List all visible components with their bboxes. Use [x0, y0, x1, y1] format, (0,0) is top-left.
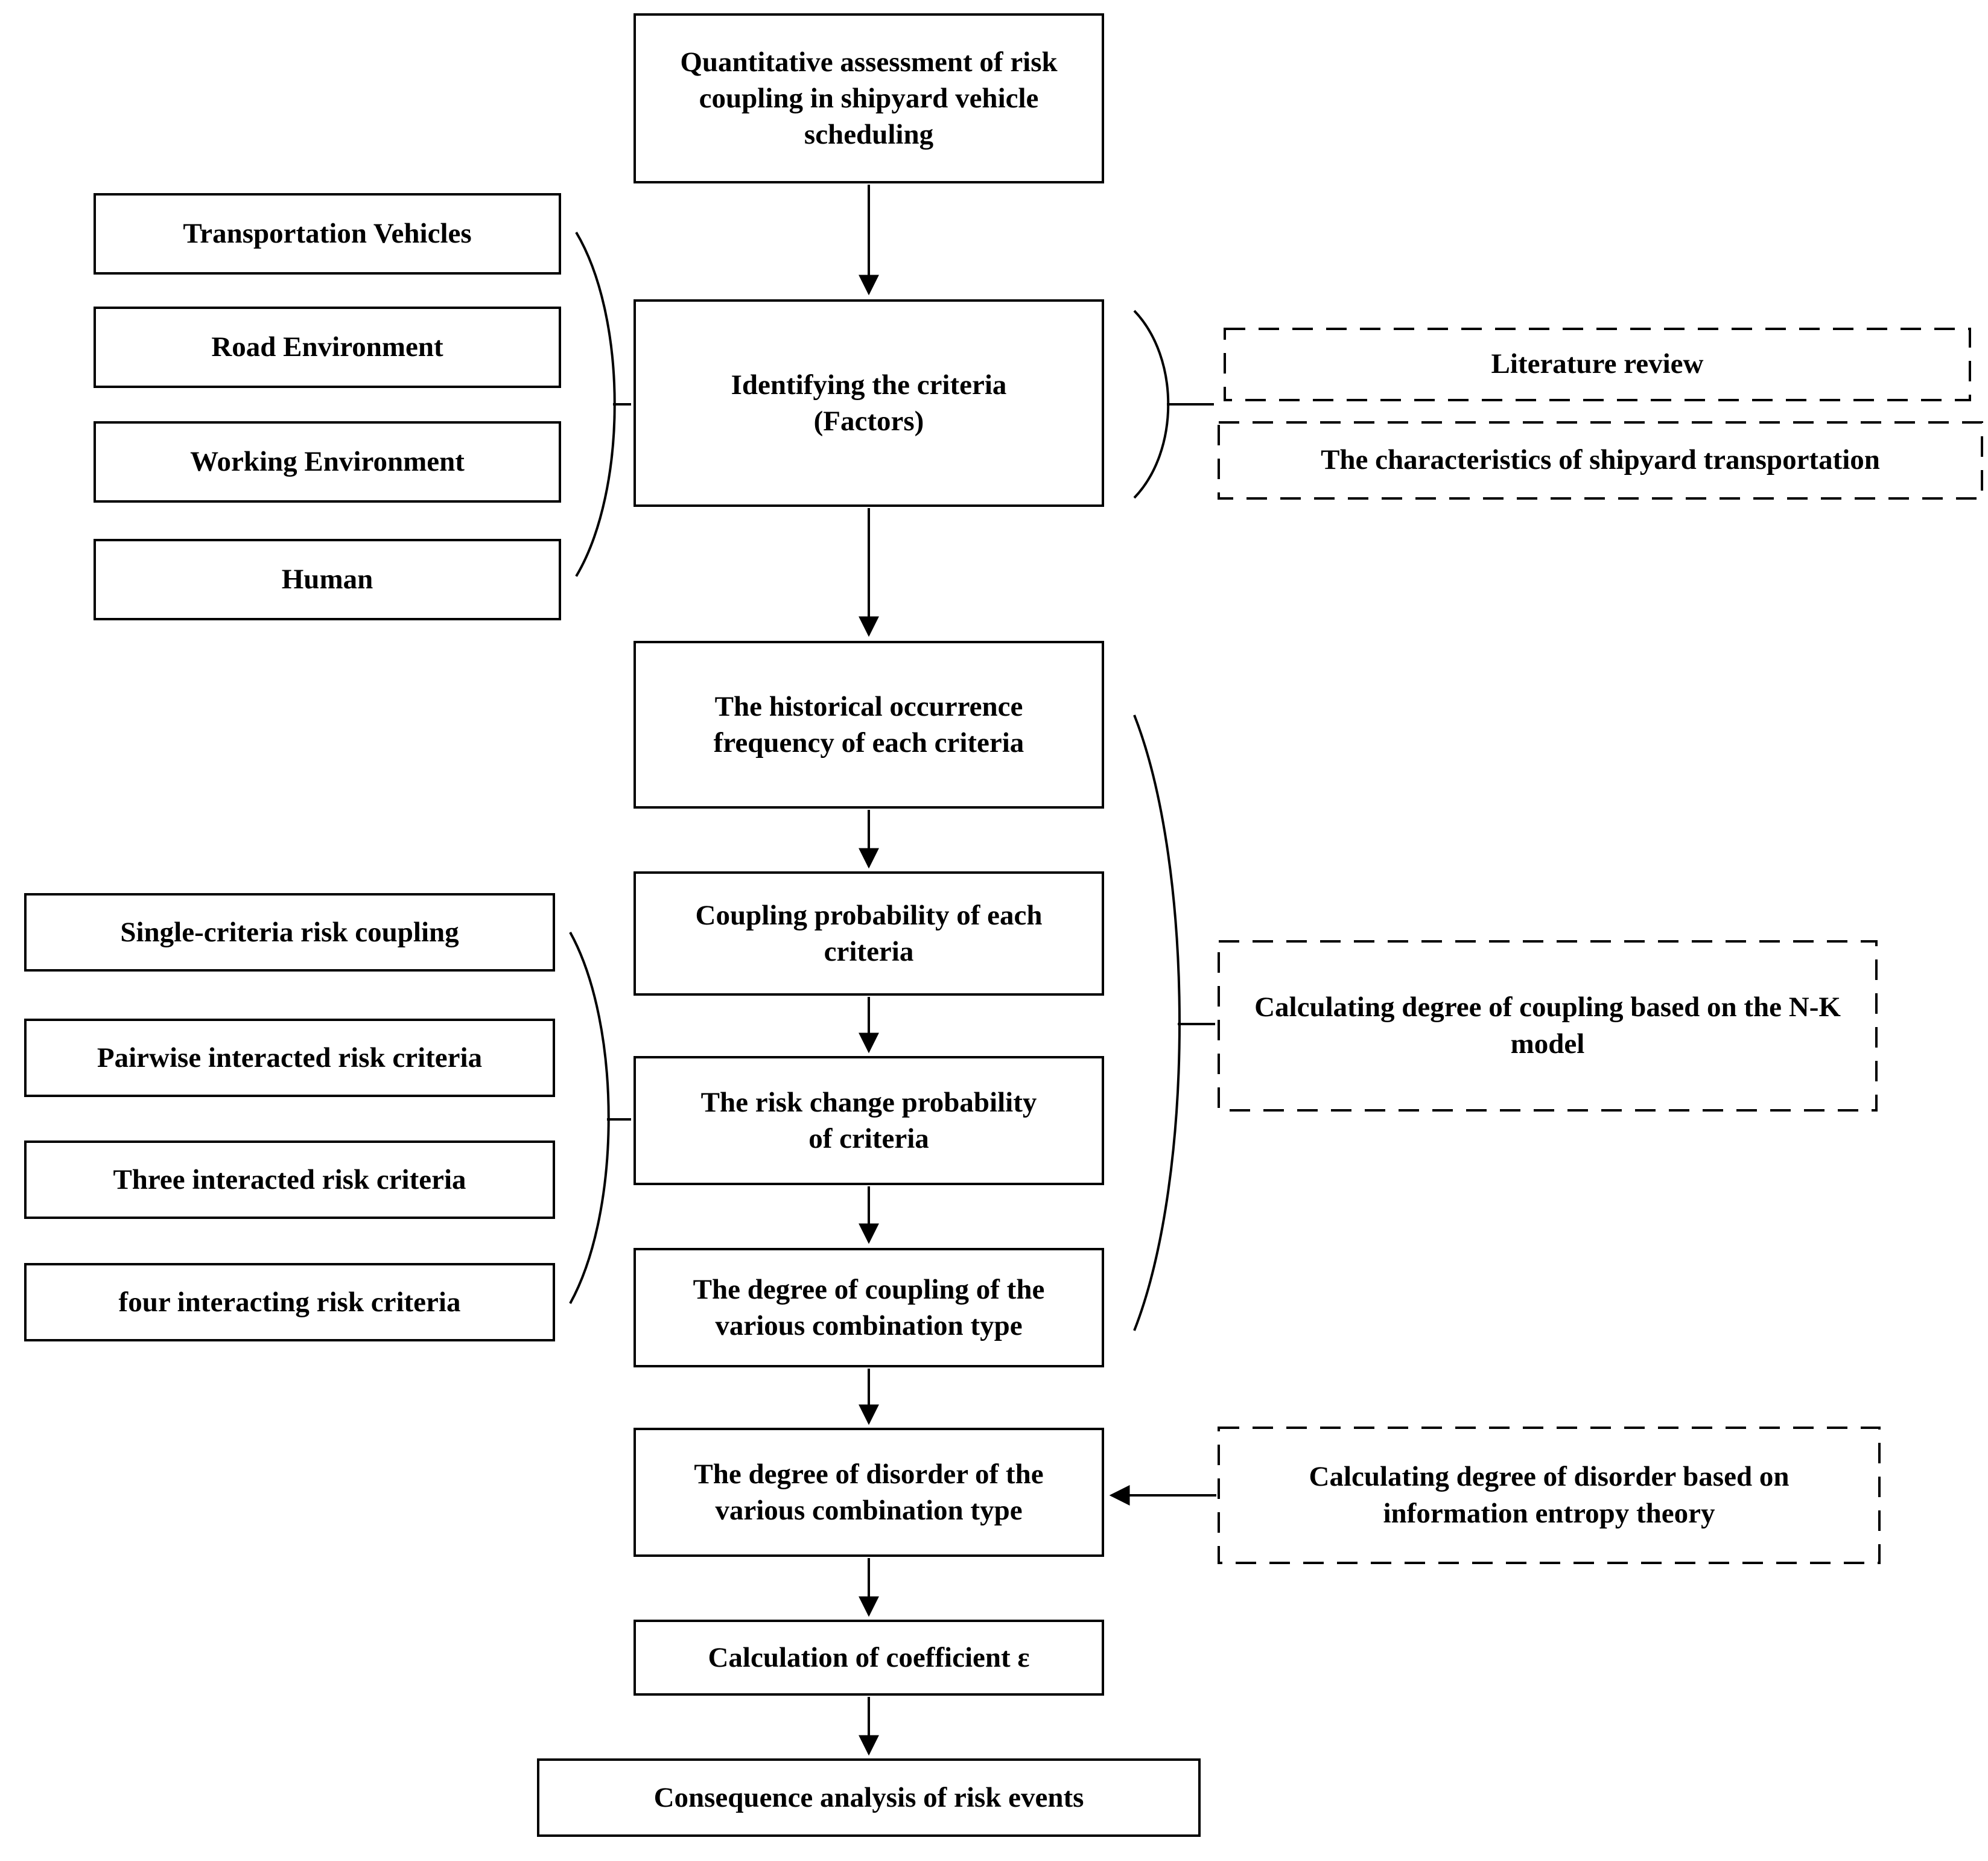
combination-box-three: Three interacted risk criteria — [24, 1140, 555, 1219]
combination-box-four: four interacting risk criteria — [24, 1263, 555, 1341]
criteria-box-human: Human — [94, 539, 561, 620]
note-literature-review: Literature review — [1491, 348, 1704, 380]
brace-steps-to-nk-model — [1134, 715, 1180, 1331]
brace-identify-to-notes — [1134, 311, 1168, 498]
note-nk-model: Calculating degree of coupling based on the N-K model — [1254, 991, 1841, 1060]
combination-box-pairwise: Pairwise interacted risk criteria — [24, 1019, 555, 1097]
combination-box-single-criteria: Single-criteria risk coupling — [24, 893, 555, 972]
flow-node-assessment: Quantitative assessment of risk coupling in shipyard vehicle scheduling — [634, 13, 1104, 183]
brace-criteria-group — [576, 232, 615, 576]
flow-node-risk-change-probability: The risk change probability of criteria — [634, 1056, 1104, 1185]
flow-node-degree-of-coupling: The degree of coupling of the various combination type — [634, 1248, 1104, 1367]
flow-node-consequence-analysis: Consequence analysis of risk events — [537, 1758, 1201, 1837]
note-information-entropy: Calculating degree of disorder based on information entropy theory — [1309, 1460, 1790, 1529]
criteria-box-transportation-vehicles: Transportation Vehicles — [94, 193, 561, 275]
flow-node-historical-frequency: The historical occurrence frequency of each criteria — [634, 641, 1104, 809]
flow-node-degree-of-disorder: The degree of disorder of the various combination type — [634, 1428, 1104, 1557]
brace-combination-group — [570, 932, 609, 1303]
flow-node-coefficient-epsilon: Calculation of coefficient ε — [634, 1620, 1104, 1696]
note-shipyard-characteristics: The characteristics of shipyard transportation — [1321, 444, 1880, 476]
flow-node-coupling-probability: Coupling probability of each criteria — [634, 871, 1104, 996]
flow-node-identify-criteria: Identifying the criteria (Factors) — [634, 299, 1104, 507]
criteria-box-road-environment: Road Environment — [94, 307, 561, 388]
criteria-box-working-environment: Working Environment — [94, 421, 561, 503]
